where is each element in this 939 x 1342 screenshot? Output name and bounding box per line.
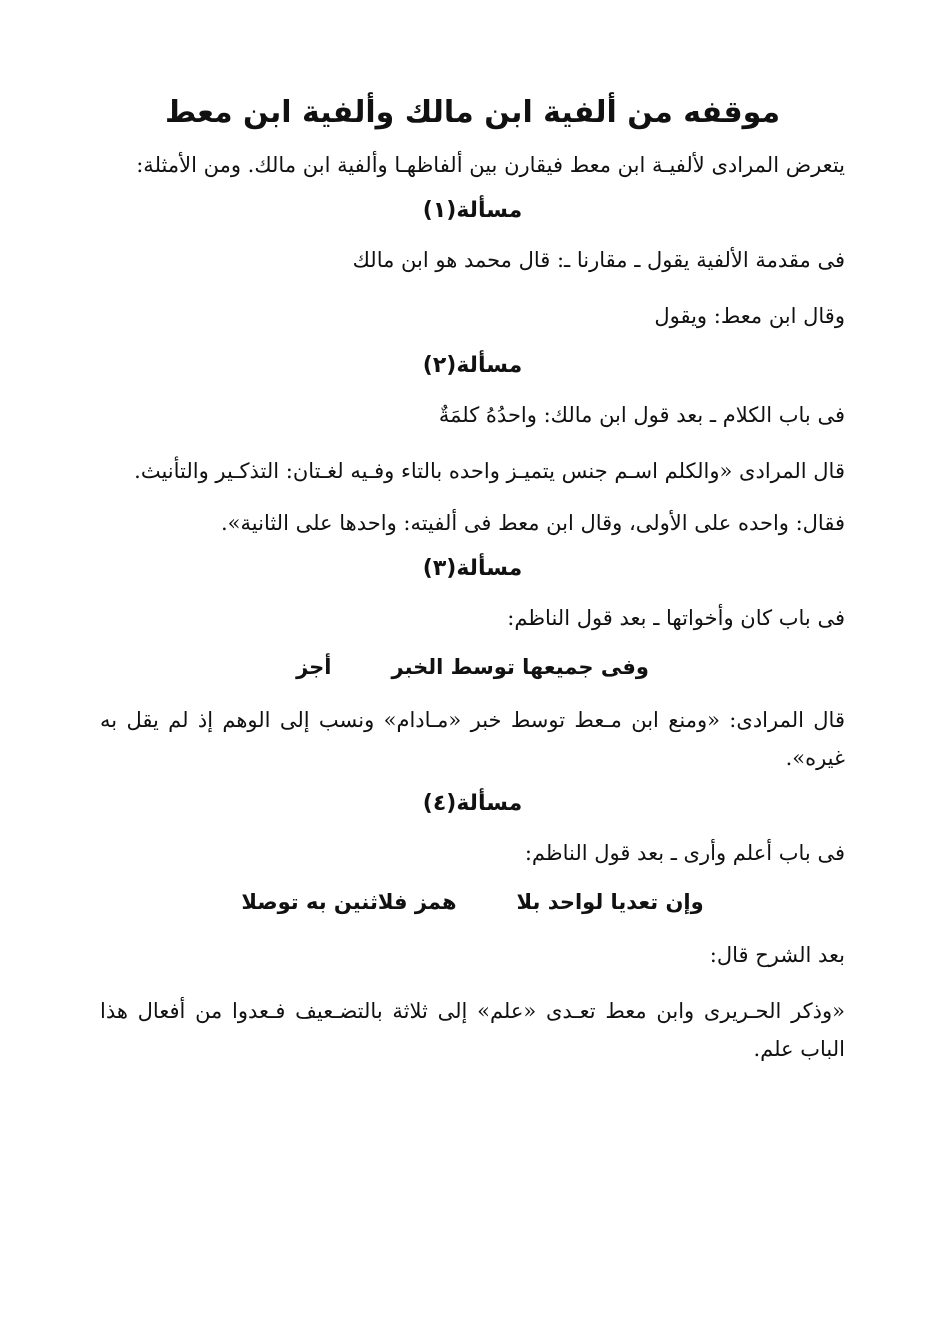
section-heading-3: مسألة(٣)	[422, 556, 523, 581]
verse-4-hemistich-2: همز فلاثنين به توصلا	[241, 890, 457, 914]
page-title: موقفه من ألفية ابن مالك وألفية ابن معط	[164, 95, 781, 130]
section-1-line-2: وقال ابن معط: ويقول	[654, 304, 845, 328]
section-heading-1: مسألة(١)	[422, 198, 523, 223]
section-3-line-1: فى باب كان وأخواتها ـ بعد قول الناظم:	[507, 606, 845, 630]
section-4-line-1: فى باب أعلم وأرى ـ بعد قول الناظم:	[524, 841, 845, 865]
section-4-after-1: بعد الشرح قال:	[709, 943, 845, 967]
section-heading-2: مسألة(٢)	[422, 353, 523, 378]
verse-3	[100, 655, 845, 679]
section-4-after-2: «وذكر الحـريرى وابن معط تعـدى «علم» إلى ثلاثة بالتضـعيف فـعدوا من أفعال هذا الباب علم.	[100, 999, 845, 1061]
verse-3-hemistich-1: وفى جميعها توسط الخبر	[391, 655, 649, 679]
section-1-line-1: فى مقدمة الألفية يقول ـ مقارنا ـ: قال محمد هو ابن مالك	[352, 248, 845, 272]
document-page	[100, 95, 845, 1082]
section-2-line-3: فقال: واحده على الأولى، وقال ابن معط فى ألفيته: واحدها على الثانية».	[220, 511, 845, 535]
verse-4	[100, 890, 845, 914]
section-2-line-1: فى باب الكلام ـ بعد قول ابن مالك: واحدُهُ كلمَةٌ	[438, 403, 845, 427]
section-3-after-1: قال المرادى: «ومنع ابن مـعط توسط خبر «مـادام» ونسب إلى الوهم إذ لم يقل به غيره».	[100, 708, 845, 770]
section-heading-4: مسألة(٤)	[422, 791, 523, 816]
verse-3-hemistich-2: أجز	[296, 655, 332, 679]
section-2-line-2: قال المرادى «والكلم اسـم جنس يتميـز واحده بالتاء وفـيه لغـتان: التذكـير والتأنيث.	[134, 459, 845, 483]
intro-paragraph: يتعرض المرادى لألفيـة ابن معط فيقارن بين ألفاظهـا وألفية ابن مالك. ومن الأمثلة:	[136, 153, 845, 177]
verse-4-hemistich-1: وإن تعديا لواحد بلا	[516, 890, 704, 914]
